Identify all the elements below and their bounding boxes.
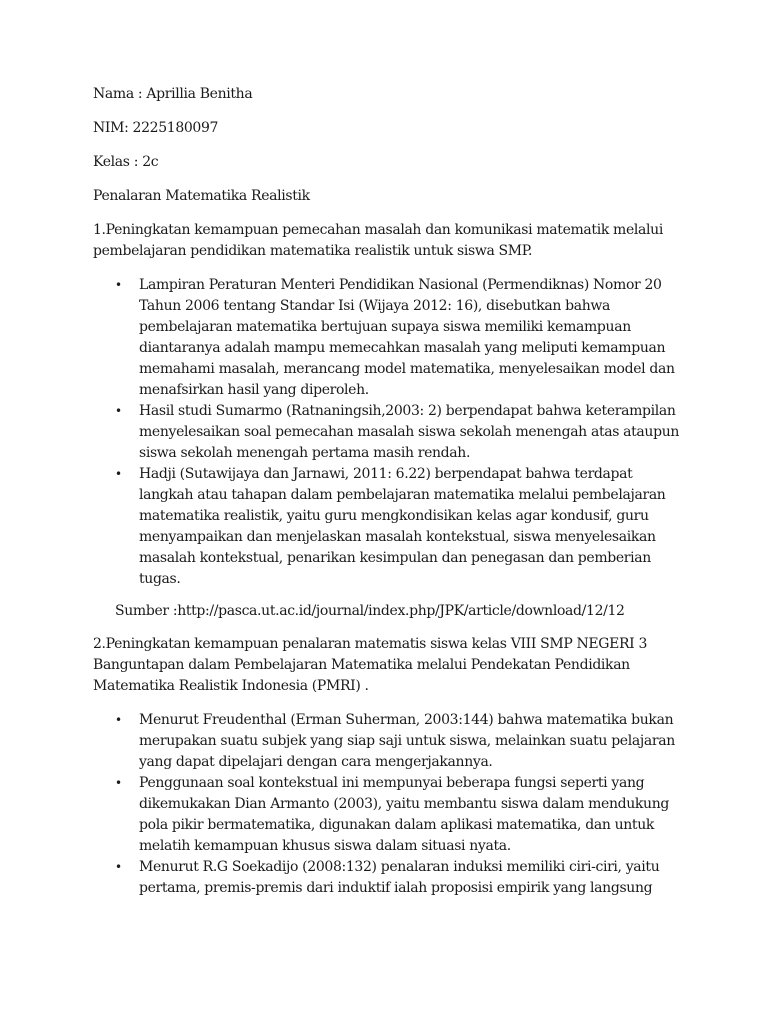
bullet-icon: •: [115, 404, 122, 418]
student-name: Nama : Aprillia Benitha: [93, 86, 253, 102]
bullet-icon: •: [115, 776, 122, 790]
list-item-text: Hasil studi Sumarmo (Ratnaningsih,2003: 2) berpendapat bahwa keterampilan menyelesaikan soal pemecahan masalah siswa sekolah menengah atas ataupun siswa sekolah menengah pertama masih rendah.: [139, 403, 680, 461]
list-item: [93, 773, 683, 857]
document-title: Penalaran Matematika Realistik: [93, 188, 310, 204]
bullet-icon: •: [115, 278, 122, 292]
list-item: [93, 857, 683, 899]
list-item-text: Menurut Freudenthal (Erman Suherman, 2003:144) bahwa matematika bukan merupakan suatu subjek yang siap saji untuk siswa, melainkan suatu pelajaran yang dapat dipelajari dengan cara mengerjakannya.: [139, 712, 675, 770]
bullet-icon: •: [115, 467, 122, 481]
section-1-source: Sumber :http://pasca.ut.ac.id/journal/index.php/JPK/article/download/12/12: [115, 603, 625, 619]
section-2-bullet-list: [93, 710, 683, 899]
section-1-bullet-list: [93, 275, 683, 590]
section-1-title: 1.Peningkatan kemampuan pemecahan masalah dan komunikasi matematik melalui pembelajaran pendidikan matematika realistik untuk siswa SMP.: [93, 222, 663, 259]
list-item-text: Penggunaan soal kontekstual ini mempunyai beberapa fungsi seperti yang dikemukakan Dian Armanto (2003), yaitu membantu siswa dalam mendukung pola pikir bermatematika, digunakan dalam aplikasi matematika, dan untuk melatih kemampuan khusus siswa dalam situasi nyata.: [139, 775, 669, 854]
student-class: Kelas : 2c: [93, 154, 159, 170]
list-item: [93, 464, 683, 590]
document-body: [93, 84, 683, 910]
bullet-icon: •: [115, 713, 122, 727]
list-item-text: Hadji (Sutawijaya dan Jarnawi, 2011: 6.22) berpendapat bahwa terdapat langkah atau tahapan dalam pembelajaran matematika melalui pembelajaran matematika realistik, yaitu guru mengkondisikan kelas agar kondusif, guru menyampaikan dan menjelaskan masalah kontekstual, siswa menyelesaikan masalah kontekstual, penarikan kesimpulan dan penegasan dan pemberian tugas.: [139, 466, 666, 587]
list-item-text: Lampiran Peraturan Menteri Pendidikan Nasional (Permendiknas) Nomor 20 Tahun 2006 tentang Standar Isi (Wijaya 2012: 16), disebutkan bahwa pembelajaran matematika bertujuan supaya siswa memiliki kemampuan diantaranya adalah mampu memecahkan masalah yang meliputi kemampuan memahami masalah, merancang model matematika, menyelesaikan model dan menafsirkan hasil yang diperoleh.: [139, 277, 675, 398]
student-nim: NIM: 2225180097: [93, 120, 219, 136]
list-item: [93, 275, 683, 401]
bullet-icon: •: [115, 860, 122, 874]
list-item: [93, 710, 683, 773]
list-item: [93, 401, 683, 464]
list-item-text: Menurut R.G Soekadijo (2008:132) penalaran induksi memiliki ciri-ciri, yaitu pertama, premis-premis dari induktif ialah proposisi empirik yang langsung: [139, 859, 660, 896]
section-2-title: 2.Peningkatan kemampuan penalaran matematis siswa kelas VIII SMP NEGERI 3 Banguntapan dalam Pembelajaran Matematika melalui Pendekatan Pendidikan Matematika Realistik Indonesia (PMRI) .: [93, 636, 648, 694]
